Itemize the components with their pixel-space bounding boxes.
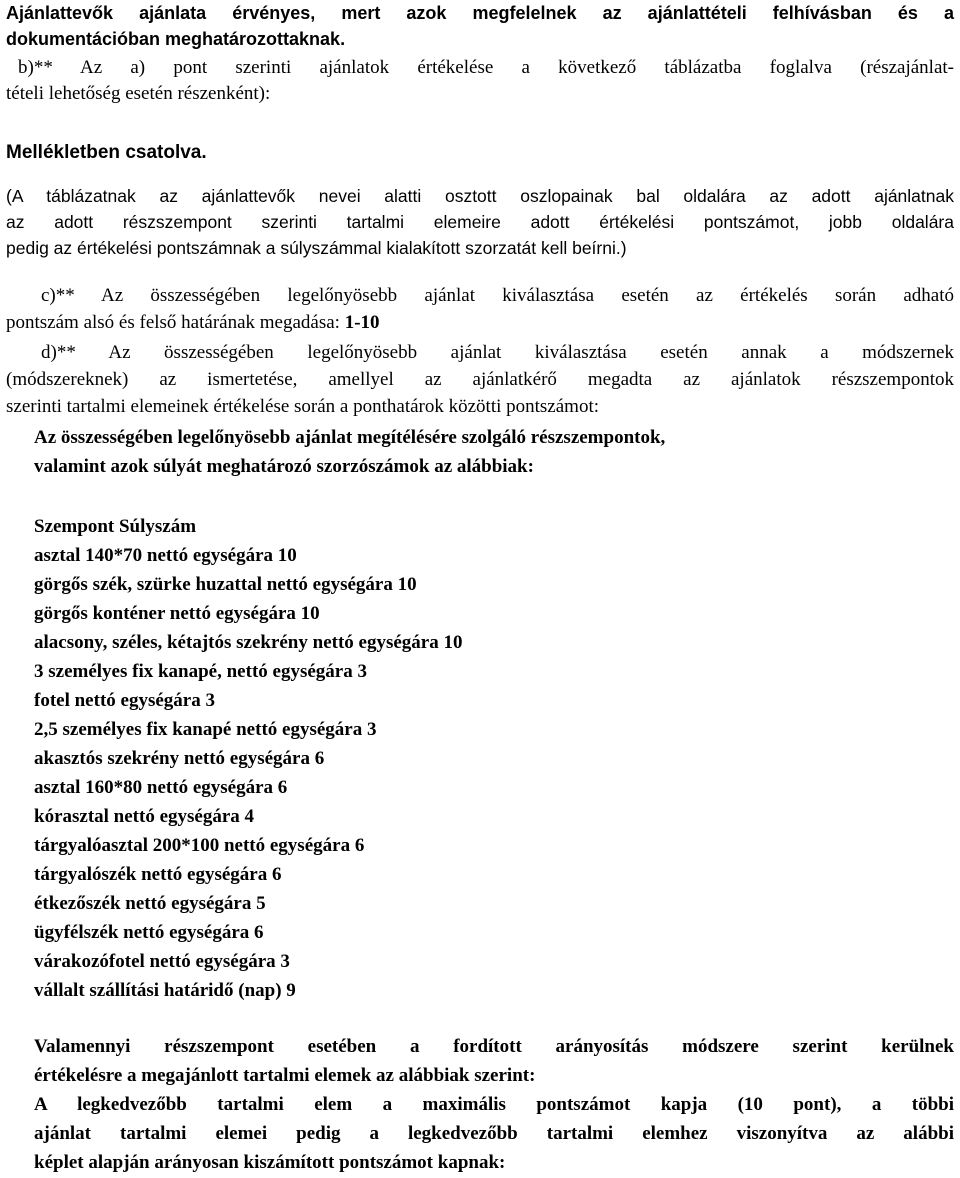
score-range-label: pontszám alsó és felső határának megadása: (6, 312, 345, 333)
criteria-heading-line-1: Az összességében legelőnyösebb ajánlat megítélésére szolgáló részszempontok, (34, 427, 666, 448)
criteria-item: étkezőszék nettó egységára 5 (34, 893, 266, 914)
criteria-heading-line-2: valamint azok súlyát meghatározó szorzószámok az alábbiak: (34, 456, 534, 477)
method-line-1: Valamennyi részszempont esetében a fordított arányosítás módszere szerint kerülnek (34, 1036, 954, 1057)
attachment-note: Mellékletben csatolva. (6, 142, 207, 163)
method-paragraph (34, 1032, 954, 1177)
method-line-5: képlet alapján arányosan kiszámított pontszámot kapnak: (34, 1152, 506, 1173)
criteria-item: tárgyalószék nettó egységára 6 (34, 864, 282, 885)
criteria-item: fotel nettó egységára 3 (34, 690, 215, 711)
criteria-header: Szempont Súlyszám (34, 516, 197, 537)
criteria-item: tárgyalóasztal 200*100 nettó egységára 6 (34, 835, 365, 856)
section-c-line-2 (6, 309, 954, 336)
section-b-line-1: b)** Az a) pont szerinti ajánlatok értékelése a következő táblázatba foglalva (részajánlat- (18, 57, 954, 78)
table-note-line-2: az adott részszempont szerinti tartalmi elemeire adott értékelési pontszámot, jobb oldalára (6, 212, 954, 232)
section-c-paragraph (6, 282, 954, 336)
criteria-item: akasztós szekrény nettó egységára 6 (34, 748, 325, 769)
criteria-item: asztal 160*80 nettó egységára 6 (34, 777, 288, 798)
intro-validity-paragraph (6, 0, 954, 52)
section-b-line-2: tételi lehetőség esetén részenként): (6, 83, 271, 104)
criteria-heading (34, 423, 665, 481)
intro-line-1: Ajánlattevők ajánlata érvényes, mert azok megfelelnek az ajánlattételi felhívásban és a (6, 3, 954, 23)
section-d-line-2: (módszereknek) az ismertetése, amellyel az ajánlatkérő megadta az ajánlatok részszempontok (6, 369, 954, 390)
criteria-item: görgős konténer nettó egységára 10 (34, 603, 320, 624)
criteria-item: asztal 140*70 nettó egységára 10 (34, 545, 297, 566)
criteria-item: kórasztal nettó egységára 4 (34, 806, 255, 827)
section-c-line-1: c)** Az összességében legelőnyösebb ajánlat kiválasztása esetén az értékelés során adható (41, 285, 954, 306)
intro-line-2: dokumentációban meghatározottaknak. (6, 29, 346, 49)
section-d-line-3: szerinti tartalmi elemeinek értékelése során a ponthatárok közötti pontszámot: (6, 396, 600, 417)
method-line-4: ajánlat tartalmi elemei pedig a legkedvezőbb tartalmi elemhez viszonyítva az alábbi (34, 1123, 954, 1144)
criteria-item: 2,5 személyes fix kanapé nettó egységára 3 (34, 719, 377, 740)
criteria-item: alacsony, széles, kétajtós szekrény nettó egységára 10 (34, 632, 463, 653)
table-note-line-1: (A táblázatnak az ajánlattevők nevei alatti osztott oszlopainak bal oldalára az adott ajánlatnak (6, 186, 954, 206)
section-b-paragraph (6, 55, 954, 107)
criteria-item: vállalt szállítási határidő (nap) 9 (34, 980, 296, 1001)
method-line-2: értékelésre a megajánlott tartalmi elemek az alábbiak szerint: (34, 1065, 536, 1086)
section-d-paragraph (6, 339, 954, 420)
criteria-item: 3 személyes fix kanapé, nettó egységára 3 (34, 661, 367, 682)
criteria-item: várakozófotel nettó egységára 3 (34, 951, 290, 972)
table-note-paragraph (6, 183, 954, 261)
criteria-list (34, 512, 462, 1005)
table-note-line-3: pedig az értékelési pontszámnak a súlyszámmal kialakított szorzatát kell beírni.) (6, 238, 627, 258)
method-line-3: A legkedvezőbb tartalmi elem a maximális pontszámot kapja (10 pont), a többi (34, 1094, 954, 1115)
criteria-item: görgős szék, szürke huzattal nettó egységára 10 (34, 574, 417, 595)
criteria-item: ügyfélszék nettó egységára 6 (34, 922, 264, 943)
score-range-value: 1-10 (344, 312, 380, 333)
section-d-line-1: d)** Az összességében legelőnyösebb ajánlat kiválasztása esetén annak a módszernek (41, 342, 954, 363)
